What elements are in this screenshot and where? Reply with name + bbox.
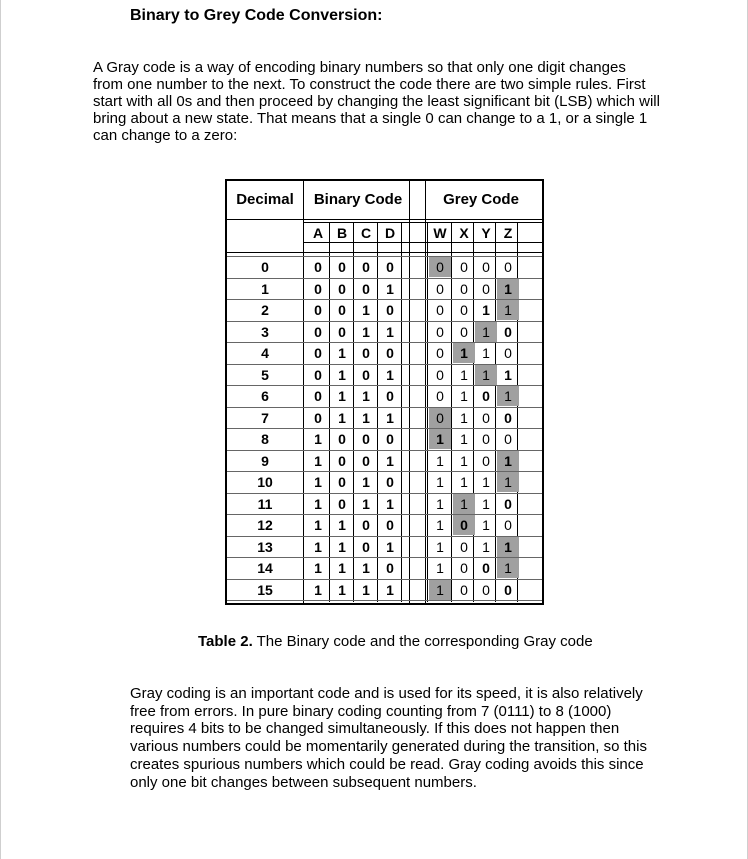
binary-bit: 0 <box>314 409 322 426</box>
binary-bit: 1 <box>386 452 394 469</box>
subheader-top-line <box>303 222 542 223</box>
grey-bit: 0 <box>482 409 490 426</box>
decimal-value: 8 <box>261 431 269 447</box>
grey-bit: 1 <box>453 494 475 514</box>
grey-bit: 0 <box>460 280 468 297</box>
decimal-header: Decimal <box>236 191 294 208</box>
grey-bit: 0 <box>436 280 444 297</box>
decimal-value: 13 <box>257 538 273 555</box>
intro-line: A Gray code is a way of encoding binary numbers so that only one digit changes <box>93 59 626 76</box>
grey-bit: 1 <box>482 517 490 533</box>
intro-line: bring about a new state. That means that a single 0 can change to a 1, or a single 1 <box>93 110 648 127</box>
grey-bit: 1 <box>482 474 490 490</box>
grey-bit: 0 <box>482 560 490 576</box>
grey-bit: 1 <box>436 474 444 490</box>
grey-bit: 0 <box>460 560 468 576</box>
binary-bit: 0 <box>362 517 370 533</box>
grey-bit: 1 <box>436 517 444 533</box>
grey-bit: 1 <box>482 538 490 555</box>
decimal-value: 0 <box>261 259 269 275</box>
grey-bit: 0 <box>436 388 444 404</box>
binary-bit-divider <box>329 222 330 602</box>
grey-bit: 0 <box>482 280 490 297</box>
grey-bit-divider <box>451 222 452 602</box>
binary-bit: 0 <box>362 259 370 275</box>
grey-bit: 0 <box>482 388 490 404</box>
decimal-value: 12 <box>257 517 273 533</box>
grey-bit: 1 <box>429 429 451 449</box>
binary-bit: 0 <box>314 345 322 361</box>
binary-bit: 0 <box>338 431 346 447</box>
grey-left-divider <box>427 222 428 602</box>
decimal-column-divider <box>303 181 304 603</box>
binary-bit: 1 <box>386 323 394 340</box>
grey-bit: 1 <box>497 472 519 492</box>
binary-bit: 0 <box>386 431 394 447</box>
binary-bit: 0 <box>338 280 346 297</box>
subheader-bottom-line <box>303 242 542 243</box>
grey-bit: 1 <box>497 386 519 406</box>
binary-bit: 0 <box>314 323 322 340</box>
binary-bit: 0 <box>362 538 370 555</box>
binary-column-c-header: C <box>360 225 372 241</box>
binary-bit: 0 <box>338 259 346 275</box>
grey-column-divider <box>425 181 426 603</box>
body-line: creates spurious numbers which could be read. Gray coding avoids this since <box>130 755 644 773</box>
grey-bit: 1 <box>482 495 490 512</box>
intro-line: start with all 0s and then proceed by changing the least significant bit (LSB) which will <box>93 93 660 110</box>
binary-bit: 0 <box>362 366 370 383</box>
binary-bit: 1 <box>338 560 346 576</box>
grey-bit: 1 <box>475 365 497 385</box>
decimal-value: 10 <box>257 474 273 490</box>
binary-bit: 1 <box>386 581 394 598</box>
binary-bit: 1 <box>314 517 322 533</box>
grey-bit: 0 <box>504 581 512 598</box>
caption-text: The Binary code and the corresponding Gray code <box>252 633 593 650</box>
binary-bit: 0 <box>338 302 346 318</box>
binary-bit: 1 <box>362 495 370 512</box>
grey-bit: 0 <box>460 323 468 340</box>
body-line: only one bit changes between subsequent numbers. <box>130 773 477 791</box>
grey-bit: 1 <box>497 451 519 471</box>
grey-bit: 0 <box>504 431 512 447</box>
grey-bit: 0 <box>460 302 468 318</box>
binary-bit: 0 <box>362 452 370 469</box>
binary-column-a-header: A <box>312 225 324 241</box>
binary-bit: 1 <box>362 409 370 426</box>
grey-bit: 0 <box>482 581 490 598</box>
grey-bit: 1 <box>436 538 444 555</box>
grey-bit: 0 <box>436 323 444 340</box>
binary-bit: 1 <box>338 581 346 598</box>
grey-bit: 1 <box>497 279 519 299</box>
grey-bit: 0 <box>460 581 468 598</box>
decimal-value: 6 <box>261 388 269 404</box>
body-line: requires 4 bits to be changed simultaneously. If this does not happen then <box>130 720 620 738</box>
grey-bit: 0 <box>504 345 512 361</box>
grey-bit: 0 <box>436 302 444 318</box>
grey-bit: 1 <box>460 366 468 383</box>
binary-bit: 1 <box>362 388 370 404</box>
binary-bit: 1 <box>338 409 346 426</box>
grey-bit: 0 <box>482 431 490 447</box>
binary-bit: 1 <box>386 495 394 512</box>
binary-bit: 0 <box>338 452 346 469</box>
intro-line: from one number to the next. To construct the code there are two simple rules. First <box>93 76 646 93</box>
decimal-value: 14 <box>257 560 273 576</box>
grey-bit: 1 <box>497 300 519 320</box>
binary-bit: 0 <box>314 366 322 383</box>
grey-bit: 1 <box>436 495 444 512</box>
binary-bit: 0 <box>338 474 346 490</box>
binary-bit: 0 <box>314 388 322 404</box>
grey-bit: 0 <box>504 495 512 512</box>
binary-bit: 0 <box>386 388 394 404</box>
decimal-value: 9 <box>261 452 269 469</box>
binary-bit: 1 <box>338 345 346 361</box>
grey-bit: 0 <box>429 257 451 277</box>
binary-bit: 1 <box>314 560 322 576</box>
section-heading: Binary to Grey Code Conversion: <box>130 7 383 24</box>
grey-column-z-header: Z <box>503 225 513 241</box>
decimal-value: 7 <box>261 409 269 426</box>
binary-bit: 1 <box>338 517 346 533</box>
binary-bit: 0 <box>362 431 370 447</box>
grey-bit: 0 <box>482 259 490 275</box>
binary-bit: 1 <box>314 452 322 469</box>
body-line: various numbers could be momentarily generated during the transition, so this <box>130 738 647 756</box>
binary-bit: 1 <box>314 431 322 447</box>
binary-bit: 0 <box>386 517 394 533</box>
binary-bit: 0 <box>362 345 370 361</box>
binary-bit: 1 <box>338 366 346 383</box>
grey-code-header: Grey Code <box>443 191 519 208</box>
grey-column-y-header: Y <box>481 225 491 241</box>
binary-bit: 0 <box>386 474 394 490</box>
binary-bit: 0 <box>338 323 346 340</box>
grey-bit: 1 <box>453 343 475 363</box>
binary-bit: 0 <box>314 280 322 297</box>
binary-bit: 1 <box>386 366 394 383</box>
grey-bit: 1 <box>497 558 519 578</box>
binary-code-header: Binary Code <box>313 191 403 208</box>
grey-bit: 0 <box>504 259 512 275</box>
intro-line: can change to a zero: <box>93 127 238 144</box>
decimal-value: 5 <box>261 366 269 383</box>
binary-bit: 1 <box>362 302 370 318</box>
grey-bit: 1 <box>436 452 444 469</box>
body-line: Gray coding is an important code and is used for its speed, it is also relatively <box>130 685 643 702</box>
binary-bit: 0 <box>386 302 394 318</box>
decimal-value: 11 <box>257 495 273 512</box>
grey-bit: 0 <box>436 366 444 383</box>
grey-bit: 0 <box>453 515 475 535</box>
grey-bit: 0 <box>504 323 512 340</box>
binary-bit: 1 <box>362 581 370 598</box>
grey-bit: 1 <box>460 474 468 490</box>
grey-bit: 1 <box>460 452 468 469</box>
binary-bit: 0 <box>362 280 370 297</box>
binary-bit: 1 <box>386 280 394 297</box>
body-line: free from errors. In pure binary coding counting from 7 (0111) to 8 (1000) <box>130 702 612 720</box>
binary-bit: 0 <box>386 345 394 361</box>
grey-bit: 1 <box>482 345 490 361</box>
binary-bit: 0 <box>314 302 322 318</box>
grey-bit: 0 <box>460 259 468 275</box>
body-top-line <box>227 252 542 253</box>
table-caption <box>198 633 593 650</box>
grey-column-w-header: W <box>433 225 447 241</box>
binary-bit: 1 <box>314 495 322 512</box>
grey-bit: 1 <box>482 302 490 318</box>
decimal-value: 3 <box>261 323 269 340</box>
binary-column-d-header: D <box>384 225 396 241</box>
binary-bit: 1 <box>386 409 394 426</box>
grey-bit: 0 <box>482 452 490 469</box>
grey-bit: 0 <box>429 408 451 428</box>
binary-bit: 1 <box>314 581 322 598</box>
decimal-value: 1 <box>261 280 269 297</box>
binary-bit: 1 <box>338 388 346 404</box>
decimal-value: 2 <box>261 302 269 318</box>
grey-bit: 0 <box>460 538 468 555</box>
decimal-value: 15 <box>257 581 273 598</box>
binary-gray-code-table <box>225 179 544 605</box>
page-left-border <box>0 0 1 859</box>
grey-bit: 1 <box>475 322 497 342</box>
grey-bit: 0 <box>504 517 512 533</box>
grey-bit: 1 <box>460 388 468 404</box>
grey-bit: 1 <box>460 409 468 426</box>
binary-column-b-header: B <box>336 225 348 241</box>
decimal-value: 4 <box>261 345 269 361</box>
caption-label: Table 2. <box>198 633 253 650</box>
binary-column-divider <box>409 181 410 603</box>
grey-bit: 0 <box>504 409 512 426</box>
row-divider <box>227 600 542 601</box>
binary-bit: 1 <box>338 538 346 555</box>
binary-bit: 0 <box>386 259 394 275</box>
binary-bit-divider <box>401 222 402 602</box>
binary-bit: 1 <box>314 474 322 490</box>
intro-paragraph <box>93 59 693 144</box>
binary-bit: 1 <box>386 538 394 555</box>
grey-bit: 1 <box>497 537 519 557</box>
grey-bit: 1 <box>460 431 468 447</box>
binary-bit: 0 <box>338 495 346 512</box>
binary-bit: 0 <box>314 259 322 275</box>
gray-coding-paragraph <box>130 685 710 791</box>
binary-bit: 0 <box>386 560 394 576</box>
header-divider <box>227 219 542 220</box>
binary-bit: 1 <box>362 560 370 576</box>
binary-bit: 1 <box>362 323 370 340</box>
grey-bit: 1 <box>429 580 451 600</box>
binary-bit: 1 <box>362 474 370 490</box>
binary-bit-divider <box>353 222 354 602</box>
binary-bit: 1 <box>314 538 322 555</box>
grey-column-x-header: X <box>459 225 469 241</box>
binary-bit-divider <box>377 222 378 602</box>
grey-bit: 0 <box>436 345 444 361</box>
grey-bit: 1 <box>436 560 444 576</box>
grey-bit: 1 <box>504 366 512 383</box>
